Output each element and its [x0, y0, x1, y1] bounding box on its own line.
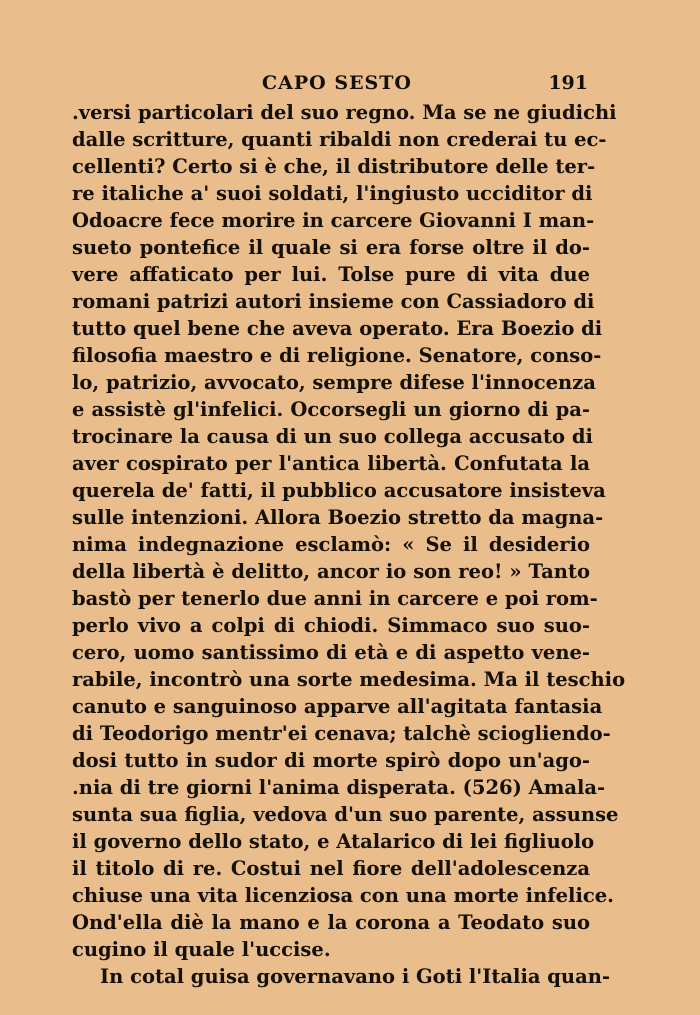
text-line: vere affaticato per lui. Tolse pure di vita due: [72, 263, 590, 286]
body-text: [72, 99, 626, 990]
text-line: sulle intenzioni. Allora Boezio stretto da magna-: [72, 506, 604, 529]
text-line: canuto e sanguinoso apparve all'agitata fantasia: [72, 695, 603, 718]
text-line: .nia di tre giorni l'anima disperata. (526) Amala-: [72, 776, 606, 799]
text-line: sunta sua figlia, vedova d'un suo parente, assunse: [72, 803, 619, 826]
text-line: trocinare la causa di un suo collega accusato di: [72, 425, 593, 448]
text-line: dalle scritture, quanti ribaldi non crederai tu ec-: [72, 128, 607, 151]
text-line: rabile, incontrò una sorte medesima. Ma il teschio: [72, 668, 626, 691]
text-line: di Teodorigo mentr'ei cenava; talchè sciogliendo-: [72, 722, 611, 745]
text-line: querela de' fatti, il pubblico accusatore insisteva: [72, 479, 606, 502]
text-line: filosofia maestro e di religione. Senatore, conso-: [72, 344, 602, 367]
text-line: cellenti? Certo si è che, il distributore delle ter-: [72, 155, 596, 178]
paragraph-end-line: cugino il quale l'uccise.: [72, 938, 331, 961]
text-line: Ond'ella diè la mano e la corona a Teodato suo: [72, 911, 590, 934]
text-line: sueto pontefice il quale si era forse oltre il do-: [72, 236, 590, 259]
text-line: della libertà è delitto, ancor io son reo! » Tanto: [72, 560, 590, 583]
text-line: cero, uomo santissimo di età e di aspetto vene-: [72, 641, 590, 664]
text-line: tutto quel bene che aveva operato. Era Boezio di: [72, 317, 603, 340]
text-line: chiuse una vita licenziosa con una morte infelice.: [72, 884, 614, 907]
text-line: il governo dello stato, e Atalarico di lei figliuolo: [72, 830, 595, 853]
text-line: re italiche a' suoi soldati, l'ingiusto ucciditor di: [72, 182, 593, 205]
text-line: perlo vivo a colpi di chiodi. Simmaco suo suo-: [72, 614, 590, 637]
running-title: CAPO SESTO: [262, 72, 412, 94]
text-line: .versi particolari del suo regno. Ma se ne giudichi: [72, 101, 617, 124]
text-line: bastò per tenerlo due anni in carcere e poi rom-: [72, 587, 598, 610]
page-header: [72, 72, 602, 98]
page-number: 191: [548, 72, 588, 94]
text-line: dosi tutto in sudor di morte spirò dopo un'ago-: [72, 749, 590, 772]
text-line: Odoacre fece morire in carcere Giovanni I man-: [72, 209, 595, 232]
paragraph-start-line: In cotal guisa governavano i Goti l'Italia quan-: [100, 965, 610, 988]
text-line: aver cospirato per l'antica libertà. Confutata la: [72, 452, 590, 475]
text-line: e assistè gl'infelici. Occorsegli un giorno di pa-: [72, 398, 590, 421]
text-line: romani patrizi autori insieme con Cassiadoro di: [72, 290, 595, 313]
text-line: nima indegnazione esclamò: « Se il desiderio: [72, 533, 590, 556]
text-line: lo, patrizio, avvocato, sempre difese l'innocenza: [72, 371, 596, 394]
text-line: il titolo di re. Costui nel fiore dell'adolescenza: [72, 857, 590, 880]
